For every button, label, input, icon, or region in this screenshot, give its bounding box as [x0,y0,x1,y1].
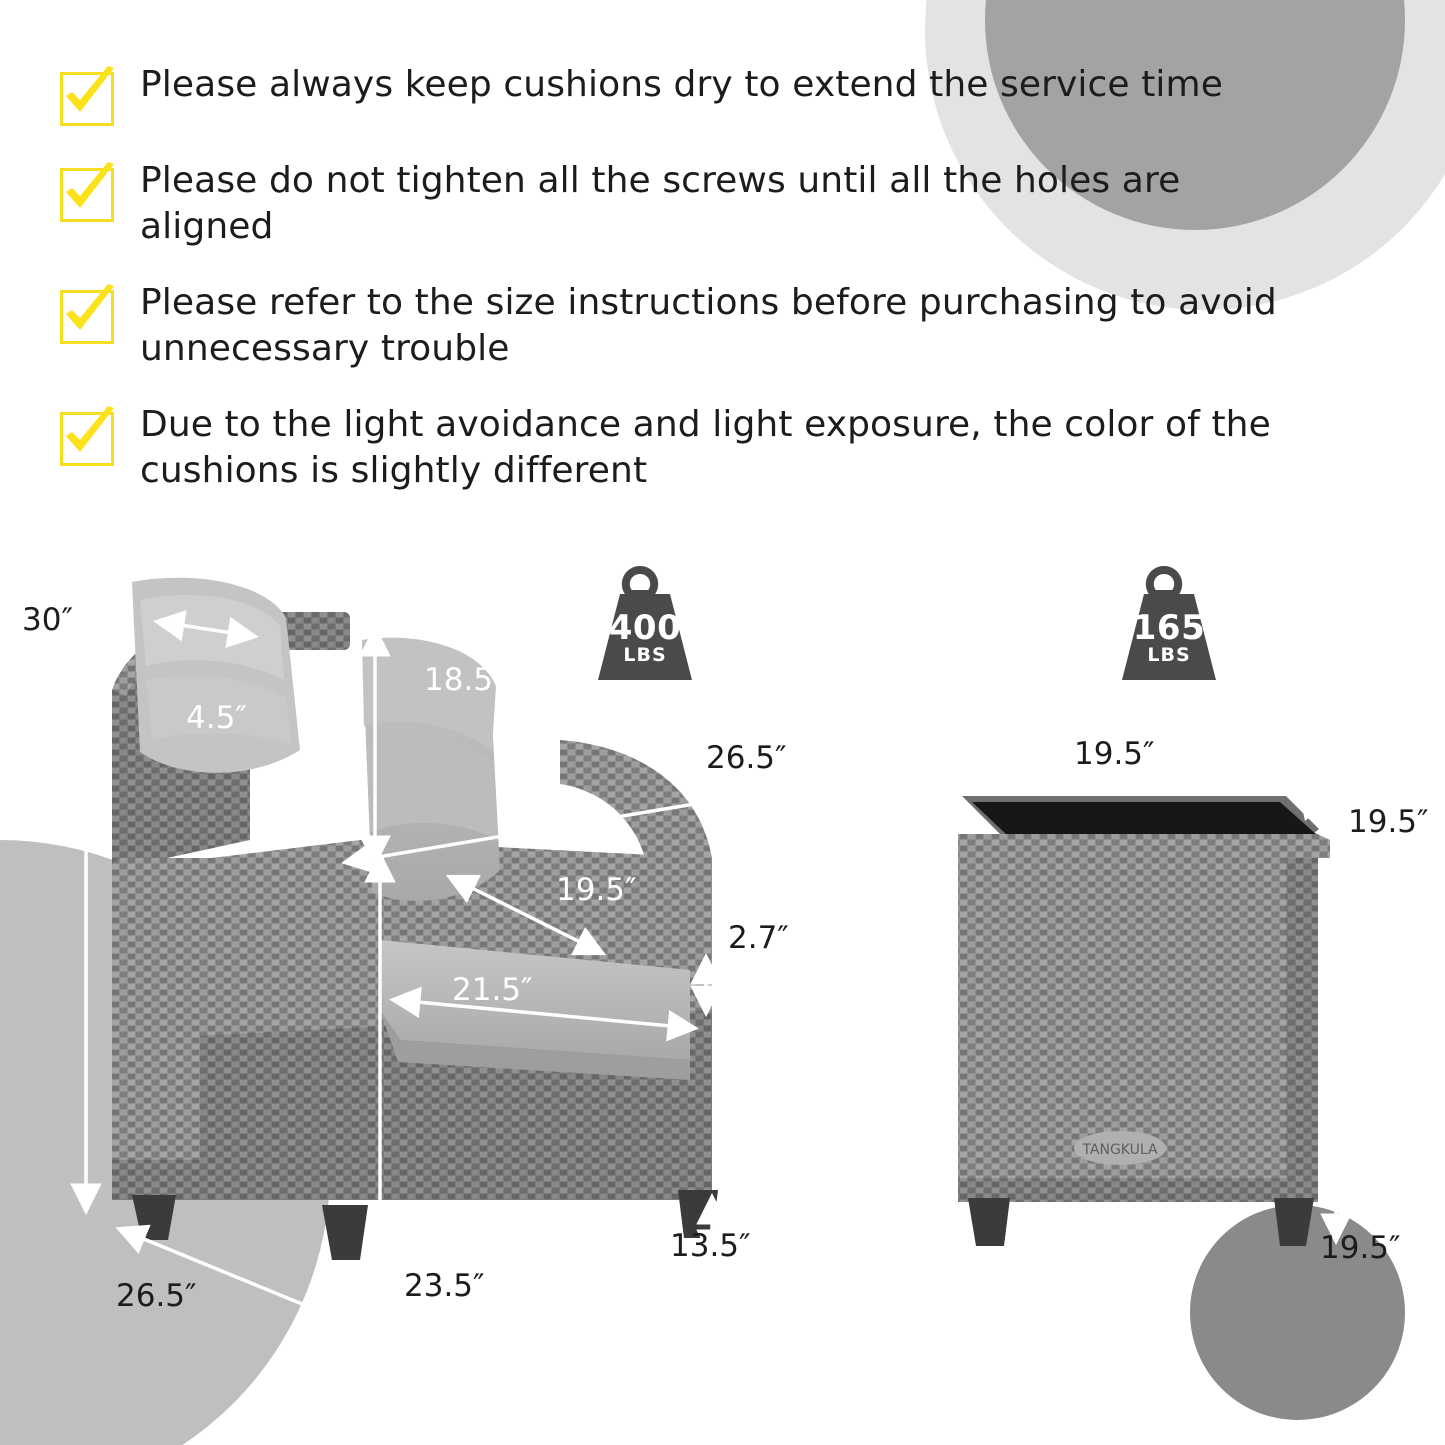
table-dim-top-depth: 19.5″ [1348,804,1429,840]
chair-capacity-unit: LBS [623,644,667,666]
table-weight-capacity-badge [1104,564,1234,684]
list-item [56,158,1346,250]
chair-dim-cushion-thickness: 2.7″ [728,920,789,956]
check-mark-icon [56,406,118,468]
tip-text: Please refer to the size instructions before purchasing to avoid unnecessary trouble [140,282,1277,370]
svg-text:TANGKULA: TANGKULA [1082,1142,1158,1158]
chair-dim-pillow-thickness: 4.5″ [186,700,247,736]
chair-dim-front-width: 23.5″ [404,1268,485,1304]
table-dim-height: 19.5″ [1320,1230,1401,1266]
chair-dim-height: 30″ [22,602,74,638]
tip-text: Please always keep cushions dry to extend the service time [140,64,1223,105]
check-mark-icon [56,284,118,346]
list-item [56,402,1346,494]
chair-dim-backrest: 18.5″ [424,662,505,698]
table-capacity-unit: LBS [1147,644,1191,666]
chair-dim-side-depth: 26.5″ [116,1278,197,1314]
tip-text: Please do not tighten all the screws until all the holes are aligned [140,160,1181,248]
chair-weight-capacity-badge [580,564,710,684]
table-capacity-value: 165 [1132,608,1206,648]
check-mark-icon [56,66,118,128]
list-item [56,280,1346,372]
chair-capacity-value: 400 [608,608,682,648]
chair-dim-seat-diagonal: 19.5″ [556,872,637,908]
product-dimension-diagram [0,540,1445,1445]
tips-list [56,62,1346,524]
table-dim-top-width: 19.5″ [1074,736,1155,772]
side-table-illustration [958,796,1330,1246]
chair-dim-seat-width: 21.5″ [452,972,533,1008]
chair-dim-seat-height: 13.5″ [670,1228,751,1264]
list-item [56,62,1346,128]
tip-text: Due to the light avoidance and light exposure, the color of the cushions is slightly different [140,404,1271,492]
chair-dim-overall-width: 26.5″ [706,740,787,776]
check-mark-icon [56,162,118,224]
